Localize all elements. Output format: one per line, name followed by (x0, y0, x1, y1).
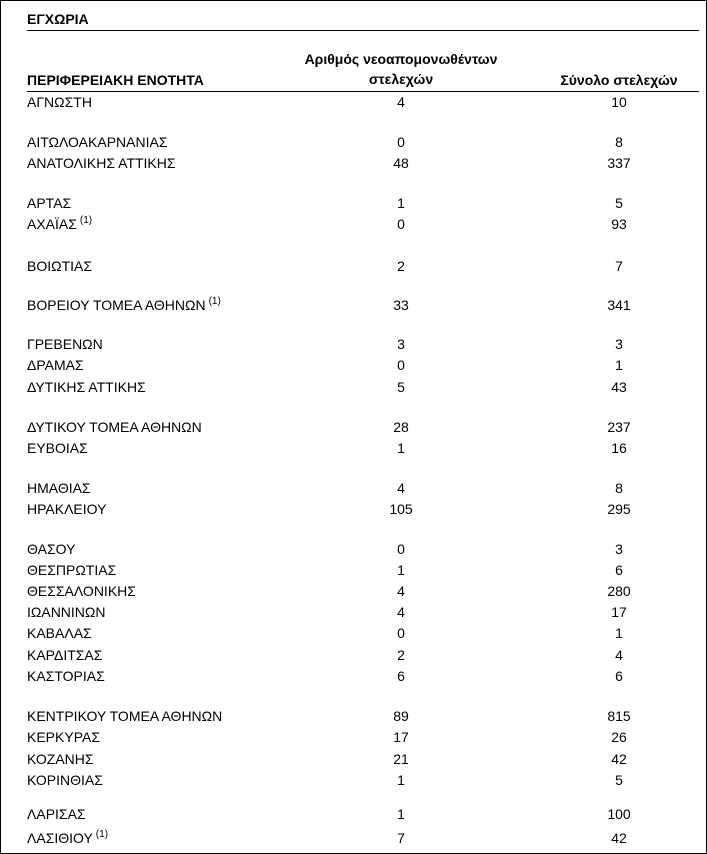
region-name (27, 478, 91, 498)
region-label: ΛΑΣΙΘΙΟΥ (27, 830, 93, 846)
region-name (27, 295, 221, 315)
new-isolates-value: 0 (397, 625, 405, 641)
region-name (27, 377, 146, 397)
region-label: ΔΥΤΙΚΗΣ ΑΤΤΙΚΗΣ (27, 379, 146, 395)
region-name (27, 193, 71, 213)
region-label: ΗΡΑΚΛΕΙΟΥ (27, 501, 107, 517)
new-isolates-value: 2 (397, 647, 405, 663)
region-label: ΓΡΕΒΕΝΩΝ (27, 336, 103, 352)
total-value: 8 (615, 134, 623, 150)
region-name (27, 749, 94, 769)
footnote-marker: (1) (208, 296, 221, 307)
region-label: ΑΙΤΩΛΟΑΚΑΡΝΑΝΙΑΣ (27, 134, 168, 150)
new-isolates-value: 1 (397, 195, 405, 211)
region-label: ΚΕΡΚΥΡΑΣ (27, 729, 100, 745)
region-name (27, 153, 176, 173)
total-value: 295 (607, 501, 631, 517)
new-isolates-value: 7 (397, 830, 405, 846)
table-row (27, 499, 699, 519)
header-new-line2: στελεχών (368, 71, 434, 87)
region-name (27, 602, 106, 622)
total-value: 8 (615, 480, 623, 496)
table-row (27, 132, 699, 152)
new-isolates-value: 4 (397, 480, 405, 496)
region-name (27, 666, 105, 686)
header-new-line1: Αριθμός νεοαπομονωθέντων (304, 51, 498, 67)
region-label: ΑΓΝΩΣΤΗ (27, 94, 92, 110)
region-label: ΚΑΡΔΙΤΣΑΣ (27, 647, 103, 663)
region-label: ΚΟΖΑΝΗΣ (27, 751, 94, 767)
region-label: ΚΑΒΑΛΑΣ (27, 625, 92, 641)
region-name (27, 355, 84, 375)
table-row (27, 417, 699, 437)
total-value: 17 (611, 604, 627, 620)
table-row (27, 334, 699, 354)
total-value: 16 (611, 440, 627, 456)
title-rule (27, 30, 699, 31)
total-value: 5 (615, 772, 623, 788)
total-value: 6 (615, 562, 623, 578)
new-isolates-value: 17 (393, 729, 409, 745)
region-label: ΑΧΑΪΑΣ (27, 216, 77, 232)
region-name (27, 623, 92, 643)
region-label: ΔΡΑΜΑΣ (27, 357, 84, 373)
table-row (27, 214, 699, 234)
new-isolates-value: 0 (397, 134, 405, 150)
region-label: ΚΕΝΤΡΙΚΟΥ ΤΟΜΕΑ ΑΘΗΝΩΝ (27, 708, 223, 724)
region-name (27, 560, 116, 580)
new-isolates-value: 33 (393, 297, 409, 313)
total-value: 93 (611, 216, 627, 232)
table-row (27, 645, 699, 665)
region-name (27, 92, 92, 112)
table-row (27, 438, 699, 458)
region-name (27, 770, 103, 790)
table-row (27, 623, 699, 643)
table-row (27, 478, 699, 498)
region-name (27, 581, 136, 601)
region-name (27, 539, 75, 559)
total-value: 43 (611, 379, 627, 395)
total-value: 341 (607, 297, 631, 313)
region-label: ΑΝΑΤΟΛΙΚΗΣ ΑΤΤΙΚΗΣ (27, 155, 176, 171)
new-isolates-value: 1 (397, 562, 405, 578)
region-label: ΔΥΤΙΚΟΥ ΤΟΜΕΑ ΑΘΗΝΩΝ (27, 419, 202, 435)
region-label: ΗΜΑΘΙΑΣ (27, 480, 91, 496)
new-isolates-value: 21 (393, 751, 409, 767)
total-value: 3 (615, 541, 623, 557)
new-isolates-value: 89 (393, 708, 409, 724)
table-row (27, 539, 699, 559)
new-isolates-value: 1 (397, 772, 405, 788)
table-row (27, 153, 699, 173)
new-isolates-value: 3 (397, 336, 405, 352)
table-row (27, 92, 699, 112)
new-isolates-value: 0 (397, 541, 405, 557)
region-label: ΘΑΣΟΥ (27, 541, 76, 557)
total-value: 4 (615, 647, 623, 663)
region-name (27, 499, 106, 519)
table-row (27, 602, 699, 622)
footnote-marker: (1) (79, 215, 93, 226)
header-new-isolates (281, 49, 521, 89)
table-row (27, 706, 699, 726)
new-isolates-value: 28 (393, 419, 409, 435)
header-total: Σύνολο στελεχών (560, 72, 678, 88)
total-value: 7 (615, 258, 623, 274)
new-isolates-value: 2 (397, 258, 405, 274)
section-title: ΕΓΧΩΡΙΑ (27, 11, 89, 27)
total-value: 5 (615, 195, 623, 211)
total-value: 6 (615, 668, 623, 684)
total-value: 42 (611, 751, 627, 767)
total-value: 280 (607, 583, 631, 599)
new-isolates-value: 6 (397, 668, 405, 684)
total-value: 337 (607, 155, 631, 171)
table-row (27, 377, 699, 397)
table-row (27, 256, 699, 276)
region-label: ΚΑΣΤΟΡΙΑΣ (27, 668, 105, 684)
region-label: ΒΟΙΩΤΙΑΣ (27, 258, 93, 274)
region-label: ΚΟΡΙΝΘΙΑΣ (27, 772, 103, 788)
region-name (27, 132, 167, 152)
region-label: ΛΑΡΙΣΑΣ (27, 806, 86, 822)
new-isolates-value: 1 (397, 440, 405, 456)
table-row (27, 295, 699, 315)
table-row (27, 581, 699, 601)
new-isolates-value: 0 (397, 357, 405, 373)
region-label: ΘΕΣΣΑΛΟΝΙΚΗΣ (27, 583, 136, 599)
new-isolates-value: 4 (397, 94, 405, 110)
total-value: 26 (611, 729, 627, 745)
new-isolates-value: 1 (397, 806, 405, 822)
table-row (27, 560, 699, 580)
total-value: 42 (611, 830, 627, 846)
total-value: 10 (611, 94, 627, 110)
region-name (27, 417, 202, 437)
footnote-marker: (1) (95, 829, 109, 840)
new-isolates-value: 0 (397, 216, 405, 232)
new-isolates-value: 48 (393, 155, 409, 171)
region-label: ΑΡΤΑΣ (27, 195, 72, 211)
total-value: 100 (607, 806, 631, 822)
table-row (27, 666, 699, 686)
region-name (27, 334, 103, 354)
region-name (27, 828, 108, 848)
region-name (27, 645, 102, 665)
table-row (27, 749, 699, 769)
region-label: ΕΥΒΟΙΑΣ (27, 440, 88, 456)
table-row (27, 828, 699, 848)
new-isolates-value: 5 (397, 379, 405, 395)
region-name (27, 438, 88, 458)
new-isolates-value: 105 (389, 501, 413, 517)
region-label: ΒΟΡΕΙΟΥ ΤΟΜΕΑ ΑΘΗΝΩΝ (27, 297, 206, 313)
new-isolates-value: 4 (397, 604, 405, 620)
total-value: 815 (607, 708, 631, 724)
total-value: 3 (615, 336, 623, 352)
region-label: ΙΩΑΝΝΙΝΩΝ (27, 604, 106, 620)
table-row (27, 193, 699, 213)
table-row (27, 355, 699, 375)
header-region: ΠΕΡΙΦΕΡΕΙΑΚΗ ΕΝΟΤΗΤΑ (27, 72, 204, 88)
table-row (27, 727, 699, 747)
region-label: ΘΕΣΠΡΩΤΙΑΣ (27, 562, 117, 578)
region-name (27, 214, 92, 234)
region-name (27, 804, 86, 824)
region-name (27, 727, 100, 747)
table-row (27, 804, 699, 824)
total-value: 1 (615, 625, 623, 641)
new-isolates-value: 4 (397, 583, 405, 599)
total-value: 1 (615, 357, 623, 373)
table-row (27, 770, 699, 790)
total-value: 237 (607, 419, 631, 435)
region-name (27, 256, 92, 276)
region-name (27, 706, 222, 726)
